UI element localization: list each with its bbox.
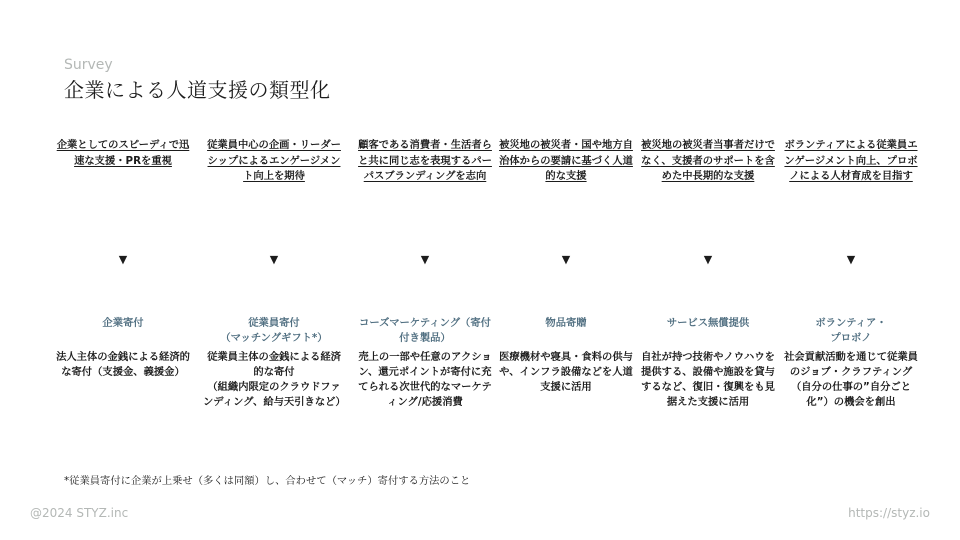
support-type-label: 物品寄贈 bbox=[545, 317, 587, 329]
support-type-description: 社会貢献活動を通じて従業員のジョブ・クラフティング（自分の仕事の”自分ごと化”）の機会を創出 bbox=[784, 351, 918, 408]
column-goal: 被災地の被災者・国や地方自治体からの要請に基づく人道的な支援 bbox=[499, 139, 633, 182]
footer-url-link[interactable]: https://styz.io bbox=[848, 506, 930, 520]
page-title: 企業による人道支援の類型化 bbox=[64, 78, 331, 102]
column-goal: 企業としてのスピーディで迅速な支援・PRを重視 bbox=[56, 139, 190, 167]
column-goal: 従業員中心の企画・リーダーシップによるエンゲージメント向上を期待 bbox=[207, 139, 341, 182]
support-type-description: 医療機材や寝具・食料の供与や、インフラ設備などを人道支援に活用 bbox=[499, 351, 633, 393]
section-eyebrow: Survey bbox=[64, 57, 113, 73]
down-arrow-icon: ▼ bbox=[420, 253, 430, 266]
support-type-label: コーズマーケティング（寄付付き製品） bbox=[359, 317, 491, 344]
down-arrow-icon: ▼ bbox=[118, 253, 128, 266]
support-type-description: 法人主体の金銭による経済的な寄付（支援金、義援金） bbox=[56, 351, 190, 378]
support-type-label: ボランティア・ プロボノ bbox=[815, 317, 887, 344]
support-type-description: 自社が持つ技術やノウハウを提供する、設備や施設を貸与するなど、復旧・復興をも見据えた支援に活用 bbox=[641, 351, 775, 408]
support-type-label: 従業員寄付 （マッチングギフト*） bbox=[220, 317, 328, 344]
support-type-description: 売上の一部や任意のアクション、還元ポイントが寄付に充てられる次世代的なマーケティング/応援消費 bbox=[358, 351, 492, 408]
column-goal: 顧客である消費者・生活者らと共に同じ志を表現するパーパスブランディングを志向 bbox=[358, 139, 492, 182]
down-arrow-icon: ▼ bbox=[561, 253, 571, 266]
support-type-label: サービス無償提供 bbox=[666, 317, 750, 329]
down-arrow-icon: ▼ bbox=[703, 253, 713, 266]
column-goal: ボランティアによる従業員エンゲージメント向上、プロボノによる人材育成を目指す bbox=[784, 139, 918, 182]
footnote: *従業員寄付に企業が上乗せ（多くは同額）し、合わせて（マッチ）寄付する方法のこと bbox=[64, 475, 471, 487]
support-type-label: 企業寄付 bbox=[102, 317, 144, 329]
down-arrow-icon: ▼ bbox=[846, 253, 856, 266]
copyright: @2024 STYZ.inc bbox=[30, 506, 129, 520]
column-goal: 被災地の被災者当事者だけでなく、支援者のサポートを含めた中長期的な支援 bbox=[641, 139, 775, 182]
support-type-description: 従業員主体の金銭による経済的な寄付 （組織内限定のクラウドファンディング、給与天引きなど） bbox=[203, 351, 346, 408]
down-arrow-icon: ▼ bbox=[269, 253, 279, 266]
typology-columns bbox=[52, 138, 918, 438]
